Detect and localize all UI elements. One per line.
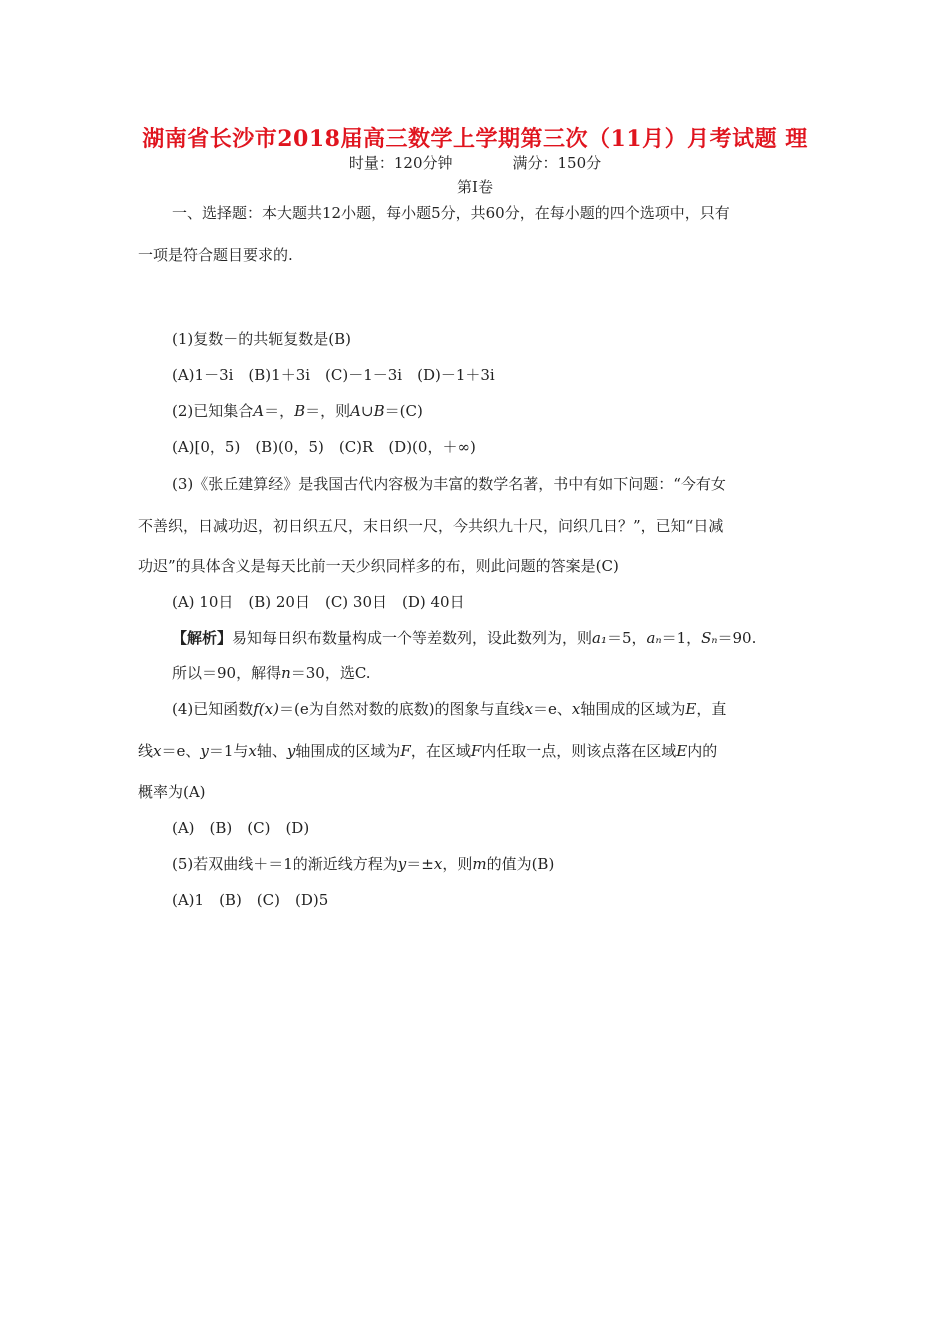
var-m: m xyxy=(472,855,487,873)
q4-text: 内的 xyxy=(687,742,718,760)
var-x: x xyxy=(524,700,534,718)
region-f: F xyxy=(470,742,482,760)
analysis-text: ＝30，选C. xyxy=(290,664,371,682)
var-y: y xyxy=(397,855,407,873)
set-a: A xyxy=(253,402,265,420)
q4-text: (4)已知函数 xyxy=(172,700,254,718)
var-y: y xyxy=(200,742,209,760)
q4-text: ＝e、 xyxy=(533,700,572,718)
q5-stem xyxy=(172,854,852,874)
q5-text: ，则 xyxy=(442,855,473,873)
analysis-text: ＝90. xyxy=(717,629,757,647)
q4-text: 内任取一点，则该点落在区域 xyxy=(481,742,677,760)
var-x: x xyxy=(571,700,581,718)
q3-options: (A) 10日 (B) 20日 (C) 30日 (D) 40日 xyxy=(172,593,465,611)
q1-options: (A)1－3i (B)1＋3i (C)－1－3i (D)－1＋3i xyxy=(172,366,495,384)
analysis-text: ＝5， xyxy=(607,629,647,647)
exam-meta xyxy=(0,152,950,173)
section-instruction-line2: 一项是符合题目要求的. xyxy=(138,246,293,264)
q4-options: (A) (B) (C) (D) xyxy=(172,819,310,837)
exam-time: 时量：120分钟 xyxy=(348,154,453,172)
volume-heading: 第Ⅰ卷 xyxy=(457,178,493,196)
q4-text: ＝e、 xyxy=(161,742,201,760)
section-instruction-line1: 一、选择题：本大题共12小题，每小题5分，共60分，在每小题的四个选项中，只有 xyxy=(172,204,730,222)
var-sn: Sₙ xyxy=(701,629,718,647)
q2-text: ＝(C) xyxy=(384,402,423,420)
region-e: E xyxy=(676,742,688,760)
q2-text: ＝， xyxy=(264,402,295,420)
q4-text: 线 xyxy=(138,742,154,760)
q4-line3: 概率为(A) xyxy=(138,783,206,801)
q2-options: (A)[0，5) (B)(0，5) (C)R (D)(0，＋∞) xyxy=(172,438,476,456)
q4-text: 轴围成的区域为 xyxy=(580,700,686,718)
analysis-text: ＝1， xyxy=(661,629,702,647)
q3-line3: 功迟”的具体含义是每天比前一天少织同样多的布，则此问题的答案是(C) xyxy=(138,557,619,575)
var-n: n xyxy=(281,664,291,682)
analysis-text: 所以＝90，解得 xyxy=(172,664,282,682)
q4-text: 轴、 xyxy=(256,742,287,760)
analysis-tag: 【解析】 xyxy=(172,629,233,647)
q4-text: ＝(e为自然对数的底数)的图象与直线 xyxy=(278,700,525,718)
var-x: x xyxy=(153,742,162,760)
region-e: E xyxy=(685,700,697,718)
document-title: 湖南省长沙市2018届高三数学上学期第三次（11月）月考试题 理 xyxy=(142,126,808,152)
var-a1: a₁ xyxy=(592,629,607,647)
q4-text: ＝1与 xyxy=(208,742,249,760)
function-fx: f(x) xyxy=(253,700,279,718)
var-x: x xyxy=(433,855,443,873)
q3-line1: (3)《张丘建算经》是我国古代内容极为丰富的数学名著，书中有如下问题：“今有女 xyxy=(172,475,726,493)
q3-line2: 不善织，日减功迟，初日织五尺，末日织一尺，今共织九十尺，问织几日？”，已知“日减 xyxy=(138,517,724,535)
q4-line1 xyxy=(172,699,852,719)
set-b: B xyxy=(294,402,306,420)
q2-text: ＝，则 xyxy=(305,402,351,420)
set-b: B xyxy=(373,402,385,420)
analysis-text: 易知每日织布数量构成一个等差数列，设此数列为，则 xyxy=(232,629,593,647)
var-x: x xyxy=(248,742,257,760)
q5-text: (5)若双曲线＋＝1的渐近线方程为 xyxy=(172,855,398,873)
q5-text: ＝± xyxy=(406,855,434,873)
analysis-line1 xyxy=(172,628,852,648)
set-a: A xyxy=(350,402,361,420)
var-y: y xyxy=(286,742,296,760)
q4-line2 xyxy=(138,741,818,761)
q1-stem: (1)复数－的共轭复数是(B) xyxy=(172,330,351,348)
q4-text: 轴围成的区域为 xyxy=(295,742,401,760)
q2-text: (2)已知集合 xyxy=(172,402,254,420)
region-f: F xyxy=(400,742,411,760)
q4-text: ，在区域 xyxy=(410,742,471,760)
var-an: aₙ xyxy=(646,629,662,647)
exam-score: 满分：150分 xyxy=(512,154,602,172)
union-symbol: ∪ xyxy=(361,402,374,420)
q5-options: (A)1 (B) (C) (D)5 xyxy=(172,891,329,909)
q4-text: ，直 xyxy=(696,700,727,718)
q2-stem xyxy=(172,401,852,421)
q5-text: 的值为(B) xyxy=(486,855,555,873)
analysis-line2 xyxy=(172,663,852,683)
